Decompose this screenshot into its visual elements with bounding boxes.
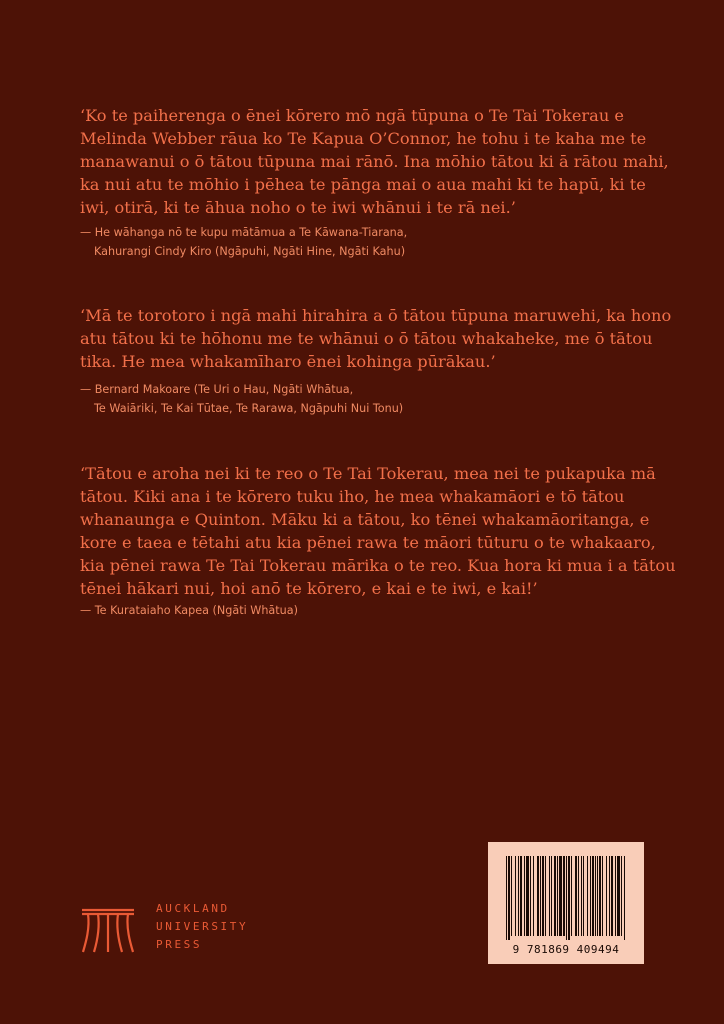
quote-1-text: ‘Ko te paiherenga o ēnei kōrero mō ngā tūpuna o Te Tai Tokerau e Melinda Webber rāua ko Te Kapua O’Connor, he tohu i te kaha me te manawanui o ō tātou tūpuna mai rānō. Ina mōhio tātou ki ā rātou mahi, ka nui atu te mōhio i pēhea te pānga mai o aua mahi ki te hapū, ki te iwi, otirā, ki te āhua noho o te iwi whānui i te rā nei.’: [80, 106, 669, 217]
quote-2-text: ‘Mā te torotoro i ngā mahi hirahira a ō tātou tūpuna maruwehi, ka hono atu tātou ki te hōhonu me te whānui o ō tātou whakaheke, me ō tātou tika. He mea whakamīharo ēnei kohinga pūrākau.’: [80, 306, 672, 371]
attribution-line: Kahurangi Cindy Kiro (Ngāpuhi, Ngāti Hine, Ngāti Kahu): [94, 245, 406, 258]
barcode-bar: [557, 856, 558, 936]
barcode-bar: [549, 856, 550, 936]
barcode: [488, 842, 644, 964]
publisher-line: UNIVERSITY: [156, 920, 249, 933]
publisher-name: [156, 900, 248, 954]
barcode-bar: [542, 856, 544, 936]
barcode-bar: [578, 856, 579, 936]
barcode-bar: [575, 856, 577, 936]
attribution-line: — Bernard Makoare (Te Uri o Hau, Ngāti Whātua,: [80, 383, 354, 396]
publisher-line: AUCKLAND: [156, 902, 230, 915]
barcode-bar: [590, 856, 591, 936]
aup-arch-logo-icon: [80, 900, 136, 954]
attribution-line: Te Waiāriki, Te Kai Tūtae, Te Rarawa, Ngāpuhi Nui Tonu): [94, 402, 404, 415]
barcode-bar: [568, 856, 570, 940]
barcode-bar: [520, 856, 522, 936]
barcode-bar: [511, 856, 512, 936]
quote-1-attribution: [80, 223, 680, 261]
quote-3-attribution: [80, 601, 680, 620]
barcode-bar: [595, 856, 596, 936]
barcode-bar: [571, 856, 572, 936]
barcode-bar: [624, 856, 625, 940]
barcode-bar: [518, 856, 519, 936]
barcode-bar: [563, 856, 565, 936]
barcode-bar: [602, 856, 603, 936]
barcode-bar: [566, 856, 567, 940]
barcode-bar: [587, 856, 588, 936]
isbn-number: 9 781869 409494: [512, 943, 620, 956]
barcode-bar: [592, 856, 594, 936]
attribution-line: — He wāhanga nō te kupu mātāmua a Te Kāwana-Tiarana,: [80, 226, 408, 239]
barcode-bar: [606, 856, 607, 936]
barcode-bar: [508, 856, 510, 940]
barcode-bar: [533, 856, 534, 936]
barcode-bar: [581, 856, 582, 936]
barcode-bar: [540, 856, 541, 936]
quote-2-attribution: [80, 380, 680, 418]
barcode-bar: [611, 856, 613, 936]
barcode-bar: [615, 856, 616, 936]
barcode-bar: [551, 856, 552, 936]
publisher-line: PRESS: [156, 938, 203, 951]
barcode-bar: [559, 856, 562, 936]
barcode-bar: [515, 856, 516, 936]
barcode-bar: [597, 856, 598, 936]
attribution-line: — Te Kurataiaho Kapea (Ngāti Whātua): [80, 604, 298, 617]
barcode-bar: [526, 856, 529, 936]
barcode-bar: [583, 856, 584, 936]
barcode-bar: [524, 856, 525, 936]
barcode-bar: [545, 856, 546, 936]
barcode-bar: [617, 856, 620, 936]
barcode-bar: [609, 856, 610, 936]
barcode-bar: [537, 856, 539, 936]
barcode-bar: [554, 856, 556, 936]
barcode-bar: [506, 856, 507, 940]
barcode-bar: [599, 856, 601, 936]
barcode-bar: [621, 856, 622, 936]
quote-3-text: ‘Tātou e aroha nei ki te reo o Te Tai Tokerau, mea nei te pukapuka mā tātou. Kiki ana i te kōrero tuku iho, he mea whakamāori e tō tātou whanaunga e Quinton. Māku ki a tātou, ko tēnei whakamāoritanga, e kore e taea e tētahi atu kia pēnei rawa te māori tūturu o te whakaaro, kia pēnei rawa Te Tai Tokerau mārika o te reo. Kua hora ki mua i a tātou tēnei hākari nui, hoi anō te kōrero, e kai e te iwi, e kai!’: [80, 464, 676, 598]
barcode-bar: [530, 856, 531, 936]
